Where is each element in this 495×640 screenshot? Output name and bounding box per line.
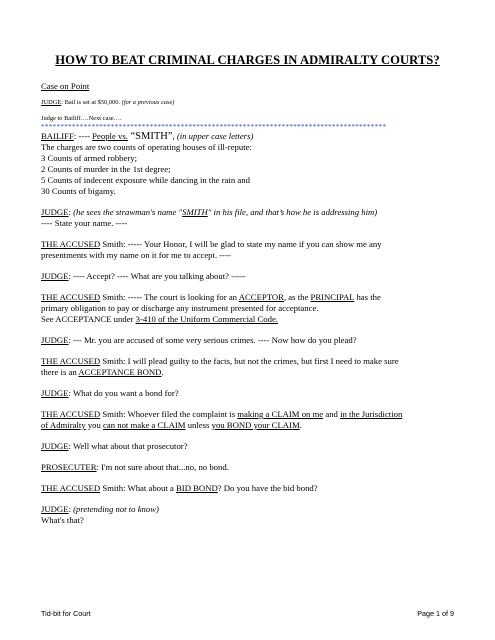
principal-term: PRINCIPAL <box>310 292 355 302</box>
accused-text: Smith: ----- The court is looking for an <box>100 292 239 302</box>
accused-line <box>41 292 381 303</box>
speaker-judge: JUDGE <box>41 207 69 217</box>
judge-crimes-line <box>41 335 357 346</box>
page-title: HOW TO BEAT CRIMINAL CHARGES IN ADMIRALTY COURTS? <box>55 53 440 67</box>
bail-text: : Bail is set at $50,000. <box>61 99 122 106</box>
accused-line <box>41 239 382 250</box>
speaker-prosecutor: PROSECUTER <box>41 462 97 472</box>
bid-bond-term: BID BOND <box>176 483 218 493</box>
strawman-name: SMITH <box>182 207 208 217</box>
judge-strawman-line <box>41 207 377 218</box>
prosecutor-line <box>41 462 229 473</box>
case-on-point-heading: Case on Point <box>41 81 90 91</box>
acceptor-term: ACCEPTOR <box>238 292 284 302</box>
bail-note: (for a previous case) <box>121 99 175 106</box>
charge-line: 2 Counts of murder in the 1st degree; <box>41 164 171 174</box>
accused-text: ? Do you have the bid bond? <box>217 483 318 493</box>
judge-to-bailiff-line: Judge to Bailiff….Next case…. <box>41 115 122 122</box>
accused-text: . <box>161 367 164 377</box>
accused-line <box>41 356 399 367</box>
judge-bail-line <box>41 99 174 107</box>
speaker-judge: JUDGE <box>41 271 69 281</box>
jurisdiction-term: in the Jurisdiction <box>340 409 403 419</box>
accused-line: presentments with my name on it for me to accept. ---- <box>41 250 231 260</box>
accused-line <box>41 420 302 431</box>
speaker-accused: THE ACCUSED <box>41 409 101 419</box>
speaker-judge: JUDGE <box>41 441 69 451</box>
accused-line <box>41 367 164 378</box>
bond-claim-term: you BOND your CLAIM <box>211 420 300 430</box>
admiralty-term: of Admiralty <box>41 420 86 430</box>
judge-bond-line <box>41 388 179 399</box>
accused-line <box>41 314 278 325</box>
accused-text: and <box>323 409 341 419</box>
accused-line <box>41 483 318 494</box>
speaker-accused: THE ACCUSED <box>41 292 101 302</box>
strawman-note: (he sees the strawman's name " <box>73 207 183 217</box>
footer-left: Tid-bit for Court <box>41 609 91 618</box>
accused-text: , as the <box>283 292 311 302</box>
accused-text: See ACCEPTANCE under <box>41 314 136 324</box>
judge-prosecutor-line <box>41 441 188 452</box>
colon: : <box>68 207 74 217</box>
state-name-line: ---- State your name. ---- <box>41 218 128 228</box>
speaker-bailiff: BAILIFF <box>41 131 74 141</box>
bailiff-prefix: : ---- <box>73 131 93 141</box>
judge-text: : ---- Accept? ---- What are you talking about? ----- <box>68 271 246 281</box>
charge-line: The charges are two counts of operating houses of ill-repute: <box>41 142 252 152</box>
accused-text: Smith: What about a <box>100 483 176 493</box>
bailiff-comma: , <box>172 131 177 141</box>
judge-text: : What do you want a bond for? <box>68 388 179 398</box>
prosecutor-text: : I'm not sure about that...no, no bond. <box>96 462 229 472</box>
accused-text: Smith: Whoever filed the complaint is <box>100 409 238 419</box>
claim-term: making a CLAIM on me <box>237 409 324 419</box>
ucc-reference: 3-410 of the Uniform Commercial Code. <box>135 314 278 324</box>
accused-text: you <box>85 420 104 430</box>
accused-text: there is an <box>41 367 79 377</box>
speaker-judge: JUDGE <box>41 335 69 345</box>
accused-line: primary obligation to pay or discharge any instrument presented for acceptance. <box>41 303 319 313</box>
charge-line: 3 Counts of armed robbery; <box>41 153 138 163</box>
people-vs: People vs. <box>92 131 128 141</box>
charge-line: 30 Counts of bigamy. <box>41 186 116 196</box>
judge-accept-line <box>41 271 246 282</box>
speaker-judge: JUDGE <box>41 504 69 514</box>
speaker-judge: JUDGE <box>41 99 62 106</box>
judge-text: : Well what about that prosecutor? <box>68 441 188 451</box>
colon: : <box>68 504 74 514</box>
acceptance-bond-term: ACCEPTANCE BOND <box>78 367 162 377</box>
judge-text: : --- Mr. you are accused of some very serious crimes. ---- Now how do you plead? <box>68 335 357 345</box>
smith-name: “SMITH” <box>127 131 173 142</box>
accused-text: Smith: I will plead guilty to the facts, but not the crimes, but first I need to make sure <box>100 356 399 366</box>
charge-line: 5 Counts of indecent exposure while dancing in the rain and <box>41 175 250 185</box>
accused-text: Smith: ----- Your Honor, I will be glad to state my name if you can show me any <box>100 239 382 249</box>
strawman-note: " in his file, and that’s how he is addressing him) <box>207 207 378 217</box>
bailiff-line <box>41 131 253 143</box>
judge-pretend-line2: What's that? <box>41 515 84 525</box>
speaker-accused: THE ACCUSED <box>41 356 101 366</box>
judge-note: (pretending not to know) <box>73 504 159 514</box>
speaker-judge: JUDGE <box>41 388 69 398</box>
accused-text: . <box>299 420 302 430</box>
accused-text: unless <box>185 420 212 430</box>
asterisk-separator: ***************************************************************************************** <box>41 123 387 131</box>
accused-text: has the <box>354 292 381 302</box>
accused-line <box>41 409 402 420</box>
judge-pretend-line <box>41 504 159 515</box>
speaker-accused: THE ACCUSED <box>41 239 101 249</box>
bailiff-note: (in upper case letters) <box>176 131 254 141</box>
footer-page-number: Page 1 of 9 <box>417 609 454 618</box>
cannot-claim-term: can not make a CLAIM <box>103 420 186 430</box>
speaker-accused: THE ACCUSED <box>41 483 101 493</box>
